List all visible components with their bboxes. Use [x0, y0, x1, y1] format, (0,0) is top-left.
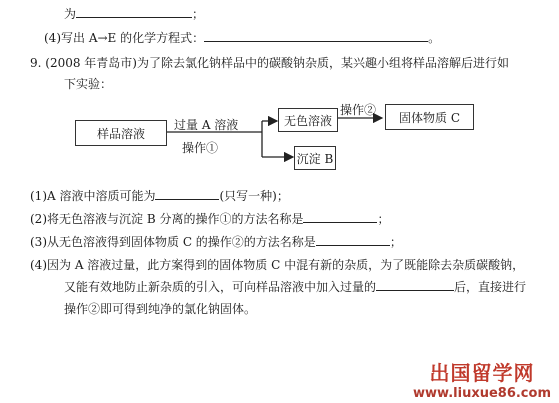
watermark-url: www.liuxue86.com [413, 386, 551, 401]
question-9-stem-2: 下实验： [64, 77, 113, 91]
sub-question-4-line-3: 操作②即可得到纯净的氯化钠固体。 [64, 302, 257, 316]
prev-answer-end: ； [192, 7, 205, 21]
question-9-stem-1: 9. (2008 年青岛市)为了除去氯化钠样品中的碳酸钠杂质，某兴趣小组将样品溶解后进行如 [30, 56, 509, 70]
sub-question-1 [30, 188, 289, 204]
sub-question-4-line-2 [64, 279, 526, 295]
answer-blank[interactable] [316, 234, 390, 246]
prev-answer-prefix: 为 [64, 7, 77, 21]
sub-question-1-text: (1)A 溶液中溶质可能为 [30, 189, 156, 203]
sub-question-3 [30, 234, 402, 250]
question-4-prev-text: (4)写出 A→E 的化学方程式： [44, 31, 205, 45]
sub-question-4-line-1: (4)因为 A 溶液过量，此方案得到的固体物质 C 中混有新的杂质，为了既能除去杂质碳酸钠， [30, 258, 525, 272]
box-sample-solution: 样品溶液 [75, 120, 167, 146]
sub-question-3-end: ； [389, 235, 402, 249]
sub-question-4-line-2-pre: 又能有效地防止新杂质的引入，可向样品溶液中加入过量的 [64, 280, 377, 294]
sub-question-3-text: (3)从无色溶液得到固体物质 C 的操作②的方法名称是 [30, 235, 316, 249]
answer-blank[interactable] [376, 279, 454, 291]
box-precipitate-b: 沉淀 B [294, 146, 336, 170]
box-solid-c: 固体物质 C [385, 104, 474, 130]
label-excess-a: 过量 A 溶液 [174, 118, 239, 132]
sub-question-2-text: (2)将无色溶液与沉淀 B 分离的操作①的方法名称是 [30, 212, 304, 226]
label-operation-1: 操作① [182, 141, 219, 155]
question-4-prev-end: 。 [428, 31, 441, 45]
watermark-title: 出国留学网 [429, 361, 535, 385]
box-colorless-solution: 无色溶液 [278, 108, 338, 132]
answer-blank[interactable] [303, 211, 377, 223]
sub-question-1-end: (只写一种)； [219, 189, 289, 203]
site-watermark [413, 357, 551, 401]
sub-question-4-line-2-post: 后，直接进行 [454, 280, 527, 294]
answer-blank[interactable] [155, 188, 219, 200]
sub-question-2 [30, 211, 389, 227]
sub-question-2-end: ； [377, 212, 390, 226]
label-operation-2: 操作② [340, 103, 377, 117]
